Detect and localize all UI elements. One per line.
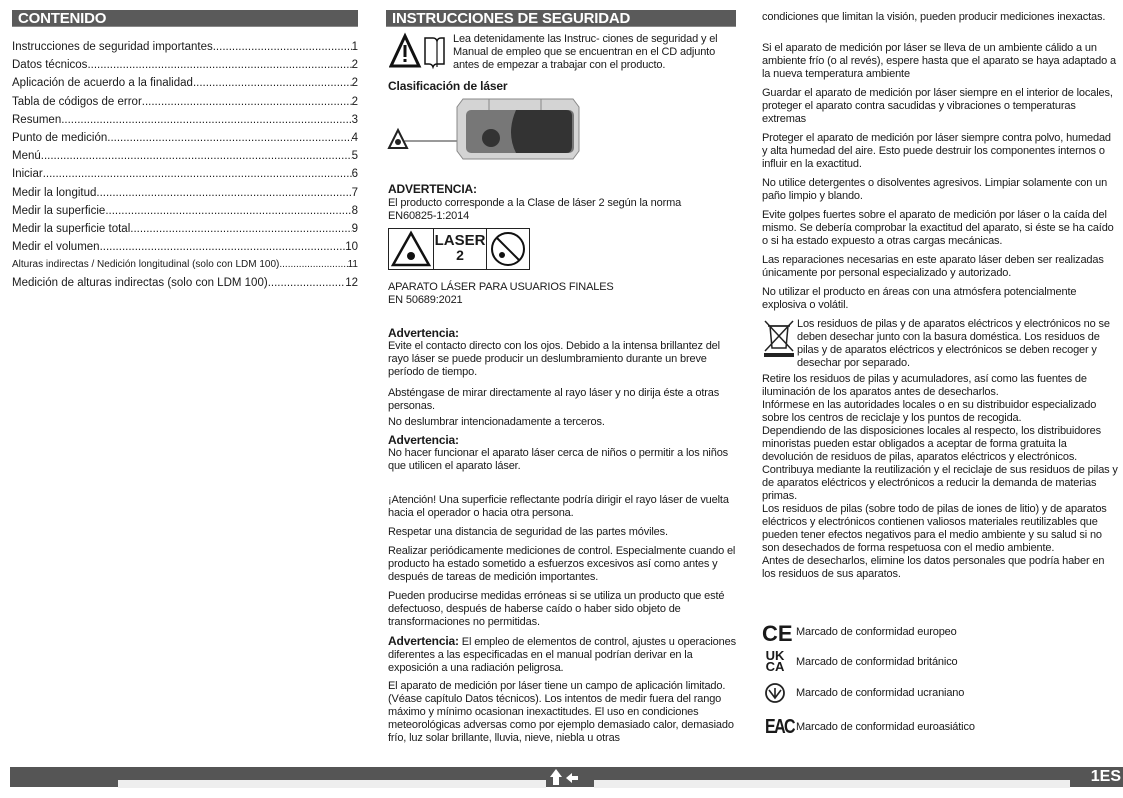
page-number: 1ES [1090,768,1121,785]
dot-leader [100,238,346,256]
toc-entry[interactable] [12,274,358,292]
toc-entry-label: Tabla de códigos de error [12,95,142,108]
toc-entry-page: 6 [351,168,358,181]
mark-label-eac: Marcado de conformidad euroasiático [796,721,975,733]
toc-entry-label: Instrucciones de seguridad importantes [12,41,213,53]
dot-leader [142,93,352,111]
safety-title: INSTRUCCIONES DE SEGURIDAD IMPORTANTES [386,10,736,27]
paragraph-explosiva: No utilizar el producto en áreas con una atmósfera potencialmente explosiva o volátil. [762,286,1077,311]
toc-entry-page: 8 [351,204,358,217]
ukca-mark-icon: UK CA [765,648,785,674]
dot-leader [268,274,346,292]
laser-class-label [388,228,530,270]
paragraph-atencion: ¡Atención! Una superficie reflectante podría dirigir el rayo láser de vuelta hacia el operador o hacia otra persona. [388,494,729,519]
toc-entry[interactable] [12,220,358,238]
toc-entry[interactable] [12,256,358,274]
dot-leader [107,129,351,147]
weee-text: Los residuos de pilas y de aparatos eléctricos y electrónicos no se deben desechar junto con la basura doméstica. Los residuos de pilas y de aparatos eléctricos y electrónicos se deben recoger y desechar por separado. [797,318,1110,369]
toc-entry[interactable] [12,74,358,92]
toc-entry-page: 10 [345,241,358,254]
navigation-arrows-icon[interactable] [546,767,592,787]
disposal-p2: Infórmese en las autoridades locales o en su distribuidor especializado sobre los centros de reciclaje y los puntos de recogida. [762,399,1097,424]
mark-label-ce: Marcado de conformidad europeo [796,626,957,638]
warning-text: El producto corresponde a la Clase de láser 2 según la norma EN60825-1:2014 [388,197,682,222]
dot-leader [213,38,352,56]
toc-entry-page: 3 [351,113,358,126]
toc-entry-label: Menú [12,150,41,163]
toc-entry-page: 7 [351,186,358,199]
paragraph-realizar: Realizar periódicamente mediciones de control. Especialmente cuando el producto ha estado sometido a esfuerzos excesivos así como antes y después de tareas de medición importantes. [388,545,736,583]
toc-entry-label: Resumen [12,113,62,126]
disposal-p1: Retire los residuos de pilas y acumuladores, así como las fuentes de iluminación de los aparatos antes de desecharlos. [762,373,1087,398]
toc-entry-label: Iniciar [12,168,43,181]
advertencia-heading-2: Advertencia: [388,433,459,447]
laser-class-number: 2 [456,247,464,263]
toc-entry[interactable] [12,184,358,202]
disposal-p3: Dependiendo de las disposiciones locales al respecto, los distribuidores minoristas pueden estar obligados a aceptar de forma gratuita la devolución de residuos de pilas, aparatos eléctricos y electrónicos. [762,425,1101,463]
warning-manual-icon [389,32,445,70]
toc-entry[interactable] [12,147,358,165]
disposal-paragraphs [762,373,1118,581]
mark-label-ukca: Marcado de conformidad británico [796,656,958,668]
footer-strip-left [118,780,546,788]
dot-leader [130,220,351,238]
toc-entry-page: 2 [351,95,358,108]
paragraph-deslumbrar: No deslumbrar intencionadamente a terceros. [388,416,605,428]
paragraph-detergentes: No utilice detergentes o disolventes agresivos. Limpiar solamente con un paño limpio y blando. [762,177,1108,202]
disposal-p5: Los residuos de pilas (sobre todo de pilas de iones de litio) y de aparatos eléctricos y electrónicos contienen valiosos materiales reutilizables que pueden tener efectos negativos para el medio ambiente y su salud si no son desechados de forma respetuosa con el medio ambiente. [762,503,1107,554]
toc-title: CONTENIDO [12,10,358,27]
paragraph-calido: Si el aparato de medición por láser se lleva de un ambiente cálido a un ambiente frío (o al revés), espere hasta que el aparato se haya adaptado a la nueva temperatura ambiente [762,42,1116,80]
paragraph-respetar: Respetar una distancia de seguridad de las partes móviles. [388,526,668,538]
ce-mark-icon: CE [762,621,793,646]
disposal-p6: Antes de desecharlos, elimine los datos personales que podría haber en los residuos de sus aparatos. [762,555,1105,580]
dot-leader [193,74,352,92]
advertencia-text-1: Evite el contacto directo con los ojos. Debido a la intensa brillantez del rayo láser se puede producir un deslumbramiento durante un breve período de tiempo. [388,340,720,378]
toc-entry-label: Medir la superficie [12,204,106,217]
toc-entry[interactable] [12,111,358,129]
toc-entry[interactable] [12,56,358,74]
dot-leader [61,111,351,129]
paragraph-reparaciones: Las reparaciones necesarias en este aparato láser deben ser realizadas únicamente por personal especializado y autorizado. [762,254,1104,279]
disposal-p4: Contribuya mediante la reutilización y el reciclaje de sus residuos de pilas y de aparatos eléctricos y electrónicos a reducir la demanda de materias primas. [762,464,1118,502]
toc-entry-label: Alturas indirectas / Nedición longitudinal (solo con LDM 100) [12,259,280,271]
footer-strip-right [594,780,1070,788]
toc-entry[interactable] [12,129,358,147]
toc-entry-label: Medición de alturas indirectas (solo con LDM 100) [12,277,268,290]
toc-entry-page: 11 [347,259,358,271]
laser-device-illustration [386,96,586,166]
weee-bin-icon [762,318,796,358]
toc-entry[interactable] [12,202,358,220]
toc-entry[interactable] [12,38,358,56]
dot-leader [87,56,351,74]
eac-mark-icon: EAC [765,716,794,738]
advertencia-text-3: El empleo de elementos de control, ajustes u operaciones diferentes a las especificadas en el manual podrían derivar en la exposición a una radiación peligrosa. [388,636,736,674]
do-not-stare-icon [487,229,529,269]
toc-entry-page: 9 [351,222,358,235]
toc-entry-page: 4 [351,131,358,144]
toc-entry[interactable] [12,93,358,111]
toc-entry-page: 2 [351,77,358,90]
consumer-laser-line: APARATO LÁSER PARA USUARIOS FINALES [388,281,614,293]
paragraph-condiciones: condiciones que limitan la visión, pueden producir mediciones inexactas. [762,11,1106,23]
advertencia-heading-1: Advertencia: [388,326,459,340]
ukrainian-mark-icon [764,682,786,704]
laser-hazard-icon [389,229,434,269]
dot-leader [105,202,351,220]
paragraph-golpes: Evite golpes fuertes sobre el aparato de medición por láser o la caída del mismo. Se debería comprobar la exactitud del aparato, si éste se ha caído o si ha estado expuesto a otras cargas mecánicas. [762,209,1114,247]
mark-label-ukrainian: Marcado de conformidad ucraniano [796,687,965,699]
paragraph-guardar: Guardar el aparato de medición por láser siempre en el interior de locales, proteger el aparato contra sacudidas y vibraciones o temperaturas extremas [762,87,1113,125]
advertencia-heading-3: Advertencia: [388,634,459,648]
paragraph-abstengase: Absténgase de mirar directamente al rayo láser y no dirija éste a otras personas. [388,387,720,412]
dot-leader [43,165,352,183]
safety-intro: Lea detenidamente las Instruc- ciones de seguridad y el Manual de empleo que se encuentran en el CD adjunto antes de empezar a trabajar con el producto. [453,33,718,71]
toc-entry-label: Aplicación de acuerdo a la finalidad [12,77,193,90]
table-of-contents [12,38,358,293]
dot-leader [279,256,347,274]
advertencia-3 [388,635,738,675]
toc-entry[interactable] [12,165,358,183]
toc-entry-page: 1 [351,41,358,53]
advertencia-text-2: No hacer funcionar el aparato láser cerca de niños o permitir a los niños que utilicen el aparato láser. [388,447,729,472]
paragraph-pueden: Pueden producirse medidas erróneas si se utiliza un producto que esté defectuoso, después de haberse caído o haber sido objeto de transformaciones no permitidas. [388,590,725,628]
paragraph-proteger: Proteger el aparato de medición por láser siempre contra polvo, humedad y alta humedad del aire. Esto puede destruir los componentes internos o influir en la exactitud. [762,132,1111,170]
toc-entry[interactable] [12,238,358,256]
dot-leader [96,184,351,202]
toc-entry-label: Medir la superficie total [12,222,131,235]
toc-entry-page: 12 [345,277,358,290]
dot-leader [41,147,352,165]
toc-entry-label: Medir la longitud [12,186,97,199]
toc-entry-label: Datos técnicos [12,59,88,72]
laser-text: LASER [434,232,486,249]
toc-entry-page: 5 [351,150,358,163]
warning-heading: ADVERTENCIA: [388,182,477,196]
toc-entry-page: 2 [351,59,358,72]
consumer-laser-standard: EN 50689:2021 [388,294,463,306]
classification-heading: Clasificación de láser [388,79,508,93]
toc-entry-label: Punto de medición [12,131,108,144]
paragraph-campo-aplicacion: El aparato de medición por láser tiene un campo de aplicación limitado. (Véase capítulo Datos técnicos). Los intentos de medir fuera del rango máximo y mínimo ocasionan inexactitudes. El uso en condiciones meteorológicas adversas como por ejemplo demasiado calor, demasiado frío, luz solar brillante, lluvia, nieve, niebla u otras [388,680,734,744]
toc-entry-label: Medir el volumen [12,241,100,254]
